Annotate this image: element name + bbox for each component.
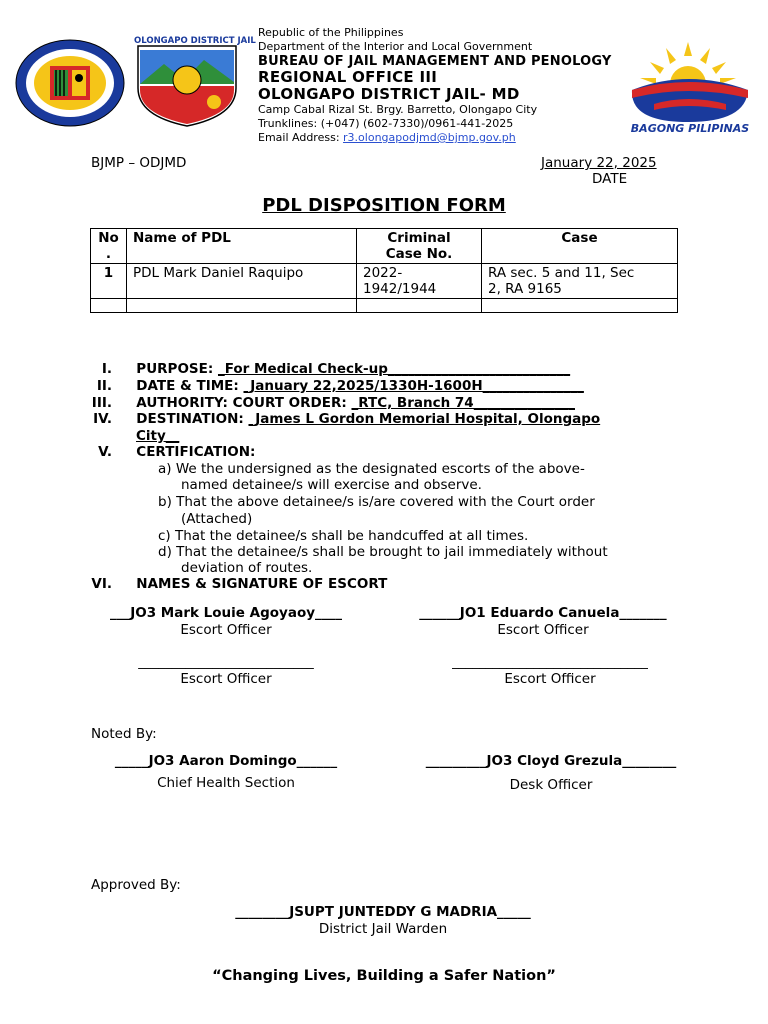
destination-value: _James L Gordon Memorial Hospital, Olongapo [248, 411, 601, 427]
letterhead-bureau: BUREAU OF JAIL MANAGEMENT AND PENOLOGY [258, 54, 612, 69]
section-authority [72, 395, 575, 412]
motto: “Changing Lives, Building a Safer Nation” [212, 968, 556, 984]
noted-name: _____JO3 Aaron Domingo______ [114, 753, 338, 769]
escort-name: ______JO1 Eduardo Canuela_______ [419, 605, 667, 621]
document-date: January 22, 2025 [541, 155, 657, 171]
cert-item-a-cont: named detainee/s will exercise and observe. [181, 477, 482, 493]
cert-item-c: c) That the detainee/s shall be handcuffed at all times. [158, 528, 529, 544]
cell-pdl-name [127, 299, 357, 313]
cell-case-no: 2022- 1942/1944 [357, 264, 482, 299]
section-destination [72, 411, 600, 428]
escort-role: Escort Officer [180, 622, 272, 638]
letterhead-department: Department of the Interior and Local Government [258, 40, 533, 53]
approved-signature [183, 904, 583, 938]
letterhead-district-jail: OLONGAPO DISTRICT JAIL- MD [258, 85, 520, 103]
noted-signature-1 [76, 753, 376, 792]
noted-name: _________JO3 Cloyd Grezula________ [425, 753, 677, 769]
approver-role: District Jail Warden [318, 921, 448, 937]
purpose-value: _For Medical Check-up___________________________ [217, 361, 571, 377]
cell-no [91, 299, 127, 313]
section-label: DATE & TIME: [136, 378, 244, 394]
letterhead-email-row [258, 131, 612, 145]
bagong-pilipinas-text: BAGONG PILIPINAS [630, 122, 750, 135]
escort-role: Escort Officer [180, 671, 272, 687]
section-label: DESTINATION: [136, 411, 249, 427]
noted-by-label: Noted By: [91, 726, 157, 742]
seal-caption: OLONGAPO DISTRICT JAIL [134, 36, 256, 46]
col-header-no: No . [91, 229, 127, 264]
col-header-name: Name of PDL [127, 229, 357, 264]
pdl-table [90, 228, 678, 313]
section-number: II. [96, 378, 112, 394]
section-label: NAMES & SIGNATURE OF ESCORT [136, 576, 388, 592]
escort-signature-2 [393, 605, 693, 639]
escort-role: Escort Officer [497, 622, 589, 638]
office-code: BJMP – ODJMD [91, 155, 187, 171]
section-number: VI. [91, 576, 112, 592]
section-label: CERTIFICATION: [136, 444, 256, 460]
noted-role: Chief Health Section [157, 775, 295, 791]
noted-role: Desk Officer [509, 777, 593, 793]
escort-signature-1 [76, 605, 376, 639]
letterhead-trunklines: Trunklines: (+047) (602-7330)/0961-441-2025 [258, 117, 514, 130]
section-escorts [72, 576, 387, 593]
letterhead-regional-office: REGIONAL OFFICE III [258, 68, 438, 86]
table-row [91, 299, 678, 313]
cert-item-b-cont: (Attached) [181, 511, 253, 527]
escort-name: _____________________________ [452, 654, 648, 670]
cert-item-b: b) That the above detainee/s is/are covered with the Court order [158, 494, 595, 510]
section-certification [72, 444, 255, 461]
approved-by-label: Approved By: [91, 877, 181, 893]
olongapo-district-jail-logo [134, 36, 256, 128]
approver-name: ________JSUPT JUNTEDDY G MADRIA_____ [235, 904, 531, 920]
section-purpose [72, 361, 570, 378]
escort-name: __________________________ [138, 654, 314, 670]
letterhead-address: Camp Cabal Rizal St. Brgy. Barretto, Olongapo City [258, 103, 538, 116]
col-header-case-no: Criminal Case No. [357, 229, 482, 264]
cell-pdl-name: PDL Mark Daniel Raquipo [127, 264, 357, 299]
section-date-time [72, 378, 584, 395]
authority-value: _RTC, Branch 74_______________ [351, 395, 575, 411]
email-label: Email Address: [258, 131, 344, 144]
noted-signature-2 [401, 753, 701, 794]
section-number: V. [98, 444, 112, 460]
cert-item-d-cont: deviation of routes. [181, 560, 313, 576]
destination-value-cont: City__ [136, 428, 180, 444]
table-row [91, 264, 678, 299]
cert-item-d: d) That the detainee/s shall be brought to jail immediately without [158, 544, 608, 560]
section-number: III. [91, 395, 112, 411]
email-link[interactable]: r3.olongapodjmd@bjmp.gov.ph [343, 131, 516, 144]
escort-signature-3 [76, 654, 376, 688]
letterhead [258, 26, 612, 145]
section-number: IV. [93, 411, 112, 427]
date-time-value: _January 22,2025/1330H-1600H_______________ [243, 378, 584, 394]
section-label: AUTHORITY: COURT ORDER: [136, 395, 352, 411]
escort-signature-4 [400, 654, 700, 688]
cell-case-no [357, 299, 482, 313]
escort-role: Escort Officer [504, 671, 596, 687]
col-header-case: Case [482, 229, 678, 264]
cert-item-a: a) We the undersigned as the designated escorts of the above- [158, 461, 585, 477]
cell-no: 1 [91, 264, 127, 299]
bjmp-seal-logo [14, 38, 126, 128]
section-number: I. [101, 361, 112, 377]
date-label: DATE [592, 171, 628, 187]
bagong-pilipinas-logo [626, 38, 754, 136]
page-title: PDL DISPOSITION FORM [262, 195, 506, 216]
letterhead-republic: Republic of the Philippines [258, 26, 404, 39]
cell-case: RA sec. 5 and 11, Sec 2, RA 9165 [482, 264, 678, 299]
escort-name: ___JO3 Mark Louie Agoyaoy____ [109, 605, 343, 621]
table-header-row [91, 229, 678, 264]
section-label: PURPOSE: [136, 361, 218, 377]
cell-case [482, 299, 678, 313]
